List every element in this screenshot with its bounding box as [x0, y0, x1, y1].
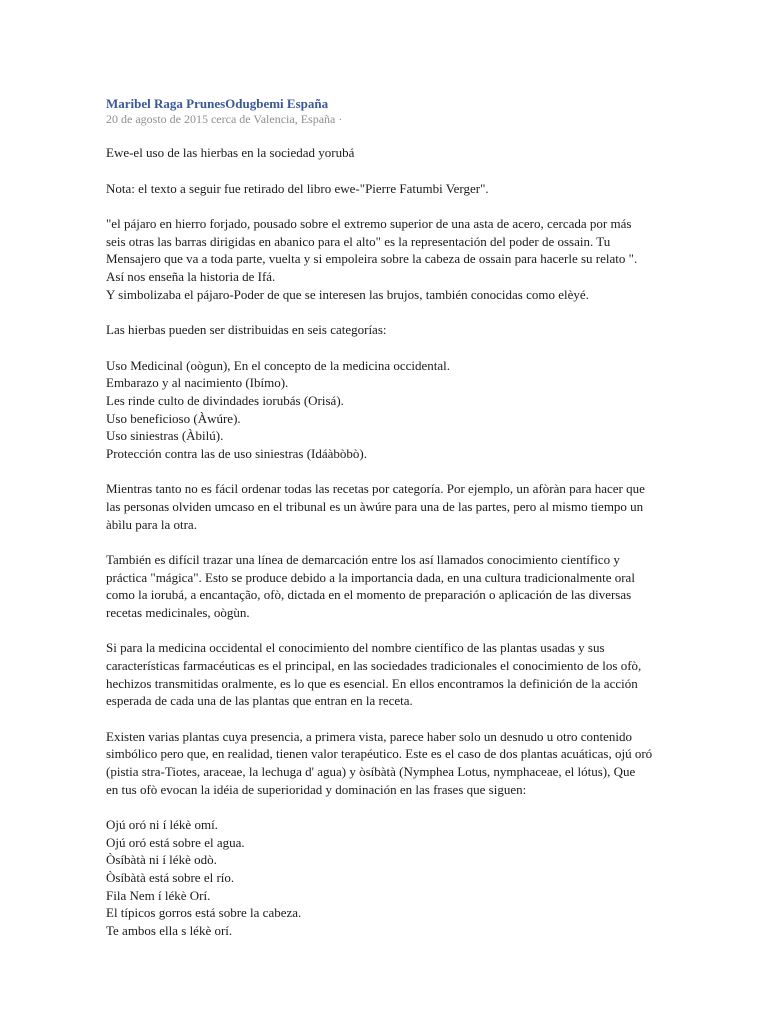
paragraph-line: Protección contra las de uso siniestras (Idáàbòbò). — [106, 445, 368, 461]
post-paragraph — [106, 480, 666, 533]
post-paragraph — [106, 321, 666, 339]
paragraph-line: "el pájaro en hierro forjado, pousado sobre el extremo superior de una asta de acero, cercada por más — [106, 216, 632, 232]
paragraph-line: recetas medicinales, oògùn. — [106, 604, 250, 620]
paragraph-line: (pistia stra-Tiotes, araceae, la lechuga d' agua) y òsíbàtà (Nymphea Lotus, nymphaceae, el lótus), Que — [106, 764, 636, 780]
post-paragraph — [106, 728, 666, 798]
paragraph-line: Uso Medicinal (oògun), En el concepto de la medicina occidental. — [106, 357, 451, 373]
post-container — [106, 96, 666, 957]
post-paragraph — [106, 639, 666, 709]
paragraph-line: Uso siniestras (Àbilú). — [106, 428, 224, 444]
paragraph-line: como la iorubá, a encantação, ofò, dictada en el momento de preparación o aplicación de las diversas — [106, 587, 632, 603]
paragraph-line: esperada de cada una de las plantas que entran en la receta. — [106, 693, 413, 709]
paragraph-line: Y simbolizaba el pájaro-Poder de que se interesen las brujos, también conocidas como elèyé. — [106, 286, 589, 302]
paragraph-line: características farmacéuticas es el principal, en las sociedades tradicionales el conocimiento de los ofò, — [106, 658, 642, 674]
paragraph-line: en tus ofò evocan la idéia de superioridad y dominación en las frases que siguen: — [106, 781, 527, 797]
paragraph-line: práctica "mágica". Esto se produce debido a la importancia dada, en una cultura tradicionalmente oral — [106, 569, 635, 585]
paragraph-line: Ojú oró ni í lékè omí. — [106, 817, 218, 833]
paragraph-line: Ojú oró está sobre el agua. — [106, 834, 245, 850]
paragraph-line: Mensajero que va a toda parte, vuelta y si empoleira sobre la cabeza de ossain para hacerle su relato ". — [106, 251, 638, 267]
paragraph-line: Las hierbas pueden ser distribuidas en seis categorías: — [106, 322, 387, 338]
post-paragraph — [106, 215, 666, 303]
paragraph-line: Nota: el texto a seguir fue retirado del libro ewe-"Pierre Fatumbi Verger". — [106, 180, 489, 196]
post-paragraph — [106, 144, 666, 162]
post-paragraph — [106, 816, 666, 939]
paragraph-line: Òsíbàtà está sobre el río. — [106, 870, 235, 885]
paragraph-line: seis otras las barras dirigidas en abanico para el alto" es la representación del poder de ossain. Tu — [106, 233, 611, 249]
paragraph-line: hechizos transmitidas oralmente, es lo que es esencial. En ellos encontramos la definición de la acción — [106, 675, 638, 691]
post-meta: 20 de agosto de 2015 cerca de Valencia, España · — [106, 112, 343, 126]
post-paragraph — [106, 357, 666, 463]
paragraph-line: Fila Nem í lékè Orí. — [106, 887, 211, 903]
paragraph-line: àbìlu para la otra. — [106, 516, 197, 532]
paragraph-line: El típicos gorros está sobre la cabeza. — [106, 905, 302, 921]
post-body — [106, 144, 666, 939]
paragraph-line: Uso beneficioso (Àwúre). — [106, 410, 241, 426]
paragraph-line: Si para la medicina occidental el conocimiento del nombre científico de las plantas usadas y sus — [106, 640, 605, 656]
post-author[interactable]: Maribel Raga PrunesOdugbemi España — [106, 96, 329, 111]
paragraph-line: Les rinde culto de divindades iorubás (Orisá). — [106, 392, 344, 408]
paragraph-line: Mientras tanto no es fácil ordenar todas las recetas por categoría. Por ejemplo, un afòràn para hacer que — [106, 481, 645, 497]
paragraph-line: Existen varias plantas cuya presencia, a primera vista, parece haber solo un desnudo u otro contenido — [106, 728, 632, 744]
paragraph-line: simbólico pero que, en realidad, tienen valor terapéutico. Este es el caso de dos plantas acuáticas, ojú oró — [106, 746, 653, 762]
post-paragraph — [106, 551, 666, 621]
paragraph-line: Ewe-el uso de las hierbas en la sociedad yorubá — [106, 145, 355, 160]
paragraph-line: las personas olviden umcaso en el tribunal es un àwúre para una de las partes, pero al mismo tiempo un — [106, 498, 644, 514]
paragraph-line: Te ambos ella s lékè orí. — [106, 922, 233, 938]
paragraph-line: Òsíbàtà ni í lékè odò. — [106, 852, 217, 868]
paragraph-line: Embarazo y al nacimiento (Ibímo). — [106, 375, 289, 391]
post-paragraph — [106, 180, 666, 198]
paragraph-line: También es difícil trazar una línea de demarcación entre los así llamados conocimiento científico y — [106, 552, 620, 568]
paragraph-line: Así nos enseña la historia de Ifá. — [106, 268, 276, 284]
